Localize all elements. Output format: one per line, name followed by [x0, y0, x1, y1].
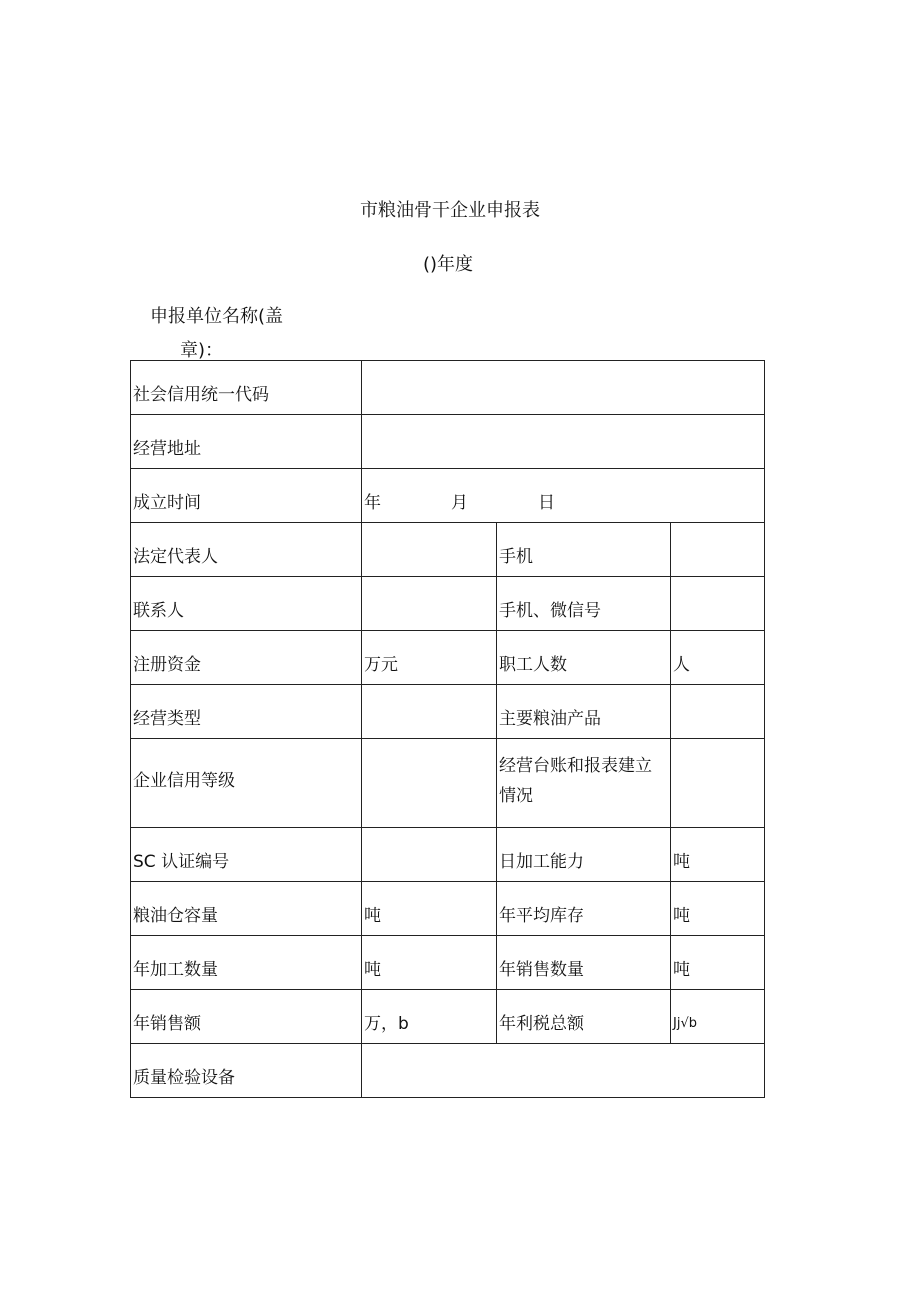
sc-cert-field[interactable] [362, 828, 497, 882]
legal-rep-field[interactable] [362, 523, 497, 577]
annual-processing-field[interactable]: 吨 [362, 936, 497, 990]
annual-sales-label: 年销售额 [131, 990, 362, 1044]
founded-date-field[interactable] [362, 469, 765, 523]
application-form-table [130, 360, 765, 1098]
address-field[interactable] [362, 415, 765, 469]
founded-label: 成立时间 [131, 469, 362, 523]
employees-label: 职工人数 [497, 631, 671, 685]
address-label: 经营地址 [131, 415, 362, 469]
table-row [131, 990, 765, 1044]
annual-sales-qty-field[interactable]: 吨 [671, 936, 765, 990]
daily-capacity-field[interactable]: 吨 [671, 828, 765, 882]
daily-capacity-label: 日加工能力 [497, 828, 671, 882]
credit-level-label: 企业信用等级 [131, 739, 362, 828]
annual-sales-field[interactable]: 万，b [362, 990, 497, 1044]
credit-code-label: 社会信用统一代码 [131, 361, 362, 415]
form-title: 市粮油骨干企业申报表 [360, 200, 540, 221]
credit-code-field[interactable] [362, 361, 765, 415]
contact-label: 联系人 [131, 577, 362, 631]
legal-rep-phone-label: 手机 [497, 523, 671, 577]
table-row [131, 361, 765, 415]
credit-level-field[interactable] [362, 739, 497, 828]
annual-processing-label: 年加工数量 [131, 936, 362, 990]
contact-phone-wechat-label: 手机、微信号 [497, 577, 671, 631]
employees-field[interactable]: 人 [671, 631, 765, 685]
capital-label: 注册资金 [131, 631, 362, 685]
table-row [131, 739, 765, 828]
table-row [131, 1044, 765, 1098]
storage-capacity-field[interactable]: 吨 [362, 882, 497, 936]
avg-stock-field[interactable]: 吨 [671, 882, 765, 936]
applicant-label-line2: 章)： [180, 340, 224, 361]
capital-field[interactable]: 万元 [362, 631, 497, 685]
table-row [131, 523, 765, 577]
annual-tax-label: 年利税总额 [497, 990, 671, 1044]
table-row [131, 685, 765, 739]
ledger-status-field[interactable] [671, 739, 765, 828]
founded-day-unit: 日 [538, 493, 555, 513]
applicant-label-line1: 申报单位名称(盖 [150, 306, 284, 327]
table-row [131, 936, 765, 990]
main-products-label: 主要粮油产品 [497, 685, 671, 739]
annual-tax-field[interactable]: Jj√b [671, 990, 765, 1044]
ledger-status-label: 经营台账和报表建立情况 [497, 739, 671, 828]
table-row [131, 631, 765, 685]
table-row [131, 469, 765, 523]
table-row [131, 415, 765, 469]
legal-rep-phone-field[interactable] [671, 523, 765, 577]
business-type-field[interactable] [362, 685, 497, 739]
year-line: ()年度 [422, 254, 474, 275]
founded-year-unit: 年 [364, 493, 381, 513]
quality-equipment-field[interactable] [362, 1044, 765, 1098]
founded-month-unit: 月 [451, 493, 468, 513]
quality-equipment-label: 质量检验设备 [131, 1044, 362, 1098]
avg-stock-label: 年平均库存 [497, 882, 671, 936]
table-row [131, 882, 765, 936]
storage-capacity-label: 粮油仓容量 [131, 882, 362, 936]
legal-rep-label: 法定代表人 [131, 523, 362, 577]
main-products-field[interactable] [671, 685, 765, 739]
business-type-label: 经营类型 [131, 685, 362, 739]
table-row [131, 577, 765, 631]
table-row [131, 828, 765, 882]
contact-field[interactable] [362, 577, 497, 631]
sc-cert-label: SC 认证编号 [131, 828, 362, 882]
contact-phone-wechat-field[interactable] [671, 577, 765, 631]
applicant-label [150, 300, 310, 368]
annual-sales-qty-label: 年销售数量 [497, 936, 671, 990]
